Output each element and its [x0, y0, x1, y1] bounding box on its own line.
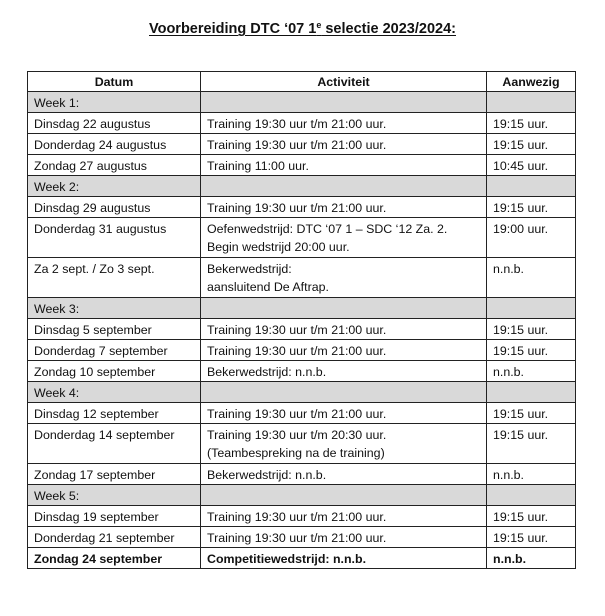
week-label: Week 3:: [28, 298, 201, 319]
date-cell: Dinsdag 12 september: [28, 403, 201, 424]
activity-cell: [201, 197, 487, 218]
activity-cell: [201, 340, 487, 361]
date-cell: Dinsdag 5 september: [28, 319, 201, 340]
activity-cell: [201, 319, 487, 340]
date-cell: Dinsdag 22 augustus: [28, 113, 201, 134]
activity-line: Bekerwedstrijd: n.n.b.: [207, 365, 327, 379]
activity-cell: [201, 527, 487, 548]
week-header-row: [28, 382, 576, 403]
table-row: [28, 155, 576, 176]
page-title-text: [149, 21, 456, 37]
activity-cell: [201, 506, 487, 527]
presence-cell: 19:15 uur.: [487, 403, 576, 424]
presence-cell: n.n.b.: [487, 548, 576, 569]
activity-line: Bekerwedstrijd:: [207, 262, 292, 276]
activity-cell: [201, 155, 487, 176]
activity-line: Training 19:30 uur t/m 21:00 uur.: [207, 510, 387, 524]
activity-cell: [201, 548, 487, 569]
activity-line: Bekerwedstrijd: n.n.b.: [207, 468, 327, 482]
presence-cell: 19:15 uur.: [487, 424, 576, 464]
presence-cell: 19:15 uur.: [487, 134, 576, 155]
title-rest: selectie 2023/2024:: [321, 21, 456, 37]
title-main: Voorbereiding DTC ‘07 1: [149, 21, 317, 37]
presence-cell: n.n.b.: [487, 258, 576, 298]
activity-cell: [201, 134, 487, 155]
date-cell: Dinsdag 29 augustus: [28, 197, 201, 218]
table-row: [28, 464, 576, 485]
activity-line: Training 19:30 uur t/m 20:30 uur.: [207, 428, 387, 442]
activity-line: Training 19:30 uur t/m 21:00 uur.: [207, 323, 387, 337]
week-spacer-cell: [201, 382, 487, 403]
activity-line: Training 19:30 uur t/m 21:00 uur.: [207, 531, 387, 545]
activity-line: Training 19:30 uur t/m 21:00 uur.: [207, 117, 387, 131]
week-label: Week 4:: [28, 382, 201, 403]
week-spacer-cell: [487, 485, 576, 506]
activity-line: Training 19:30 uur t/m 21:00 uur.: [207, 344, 387, 358]
week-label: Week 5:: [28, 485, 201, 506]
presence-cell: n.n.b.: [487, 464, 576, 485]
presence-cell: 10:45 uur.: [487, 155, 576, 176]
header-date: Datum: [28, 72, 201, 92]
date-cell: Zondag 10 september: [28, 361, 201, 382]
presence-cell: 19:15 uur.: [487, 340, 576, 361]
activity-line: Competitiewedstrijd: n.n.b.: [207, 552, 367, 566]
table-row: [28, 218, 576, 258]
activity-line: aansluitend De Aftrap.: [207, 280, 329, 294]
date-cell: Donderdag 14 september: [28, 424, 201, 464]
table-row: [28, 319, 576, 340]
schedule-table: [27, 71, 576, 569]
date-cell: Donderdag 7 september: [28, 340, 201, 361]
presence-cell: 19:15 uur.: [487, 113, 576, 134]
activity-cell: [201, 218, 487, 258]
week-header-row: [28, 92, 576, 113]
schedule-body: [28, 92, 576, 569]
activity-line: Training 11:00 uur.: [207, 159, 309, 173]
week-spacer-cell: [201, 92, 487, 113]
table-header-row: [28, 72, 576, 92]
week-spacer-cell: [201, 176, 487, 197]
table-row: [28, 403, 576, 424]
table-row: [28, 527, 576, 548]
week-label: Week 2:: [28, 176, 201, 197]
header-presence: Aanwezig: [487, 72, 576, 92]
week-spacer-cell: [487, 298, 576, 319]
activity-line: (Teambespreking na de training): [207, 446, 385, 460]
activity-line: Training 19:30 uur t/m 21:00 uur.: [207, 201, 387, 215]
activity-line: Oefenwedstrijd: DTC ‘07 1 – SDC ‘12 Za. 2.: [207, 222, 448, 236]
week-spacer-cell: [201, 298, 487, 319]
activity-cell: [201, 113, 487, 134]
week-spacer-cell: [487, 382, 576, 403]
presence-cell: 19:15 uur.: [487, 197, 576, 218]
table-row: [28, 197, 576, 218]
table-row: [28, 548, 576, 569]
date-cell: Zondag 24 september: [28, 548, 201, 569]
date-cell: Za 2 sept. / Zo 3 sept.: [28, 258, 201, 298]
date-cell: Donderdag 24 augustus: [28, 134, 201, 155]
week-spacer-cell: [201, 485, 487, 506]
table-row: [28, 258, 576, 298]
date-cell: Zondag 27 augustus: [28, 155, 201, 176]
table-row: [28, 113, 576, 134]
presence-cell: n.n.b.: [487, 361, 576, 382]
date-cell: Zondag 17 september: [28, 464, 201, 485]
date-cell: Donderdag 21 september: [28, 527, 201, 548]
table-row: [28, 424, 576, 464]
presence-cell: 19:15 uur.: [487, 527, 576, 548]
activity-line: Training 19:30 uur t/m 21:00 uur.: [207, 138, 387, 152]
activity-line: Begin wedstrijd 20:00 uur.: [207, 240, 350, 254]
activity-cell: [201, 424, 487, 464]
date-cell: Donderdag 31 augustus: [28, 218, 201, 258]
week-header-row: [28, 298, 576, 319]
week-label: Week 1:: [28, 92, 201, 113]
week-header-row: [28, 485, 576, 506]
table-row: [28, 361, 576, 382]
presence-cell: 19:15 uur.: [487, 506, 576, 527]
presence-cell: 19:15 uur.: [487, 319, 576, 340]
activity-cell: [201, 258, 487, 298]
presence-cell: 19:00 uur.: [487, 218, 576, 258]
date-cell: Dinsdag 19 september: [28, 506, 201, 527]
table-row: [28, 134, 576, 155]
title-superscript: e: [316, 20, 322, 30]
activity-cell: [201, 403, 487, 424]
table-row: [28, 506, 576, 527]
activity-cell: [201, 361, 487, 382]
week-spacer-cell: [487, 92, 576, 113]
table-row: [28, 340, 576, 361]
header-activity: Activiteit: [201, 72, 487, 92]
week-spacer-cell: [487, 176, 576, 197]
activity-cell: [201, 464, 487, 485]
activity-line: Training 19:30 uur t/m 21:00 uur.: [207, 407, 387, 421]
page-title: [0, 20, 605, 38]
week-header-row: [28, 176, 576, 197]
